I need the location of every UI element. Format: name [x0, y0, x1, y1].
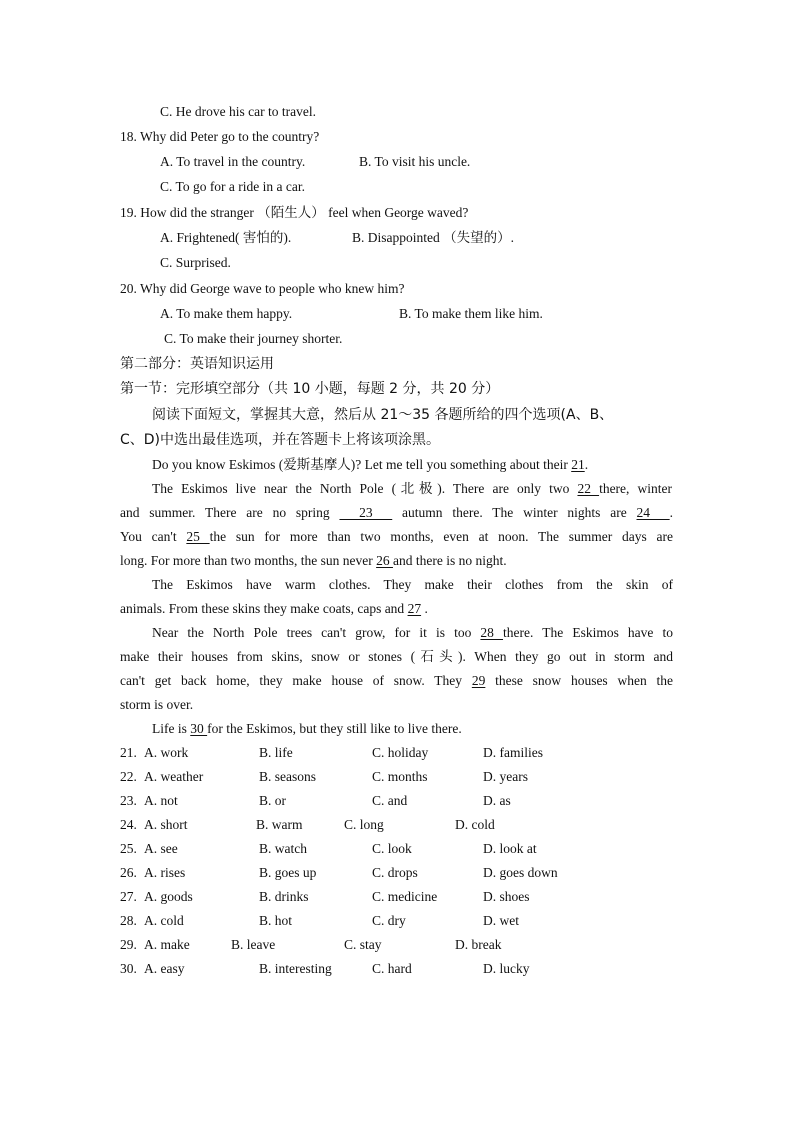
choice-c: C. long	[344, 817, 384, 832]
passage-text: The Eskimos live near the North Pole (北极). There are only two	[152, 481, 578, 496]
blank-23: 23	[339, 505, 393, 520]
choice-a: A. cold	[144, 913, 184, 928]
option-19b: B. Disappointed （失望的）.	[352, 230, 514, 245]
option-17c: C. He drove his car to travel.	[160, 104, 316, 119]
option-18a: A. To travel in the country.	[160, 154, 306, 169]
passage-text: make their houses from skins, snow or stones (石头). When they go out in storm and	[120, 649, 673, 664]
option-18b: B. To visit his uncle.	[359, 154, 471, 169]
option-20c: C. To make their journey shorter.	[164, 331, 343, 346]
choice-a: A. weather	[144, 769, 204, 784]
question-number: 25.	[120, 841, 137, 856]
passage-line-11	[120, 696, 193, 714]
question-18: 18. Why did Peter go to the country?	[120, 129, 320, 144]
question-number: 24.	[120, 817, 137, 832]
choice-d: D. families	[483, 745, 543, 760]
passage-line-8	[152, 624, 673, 642]
choice-c: C. holiday	[372, 745, 429, 760]
section-title: 第一节：完形填空部分（共 10 小题，每题 2 分，共 20 分）	[120, 381, 500, 397]
passage-line-2	[152, 480, 672, 498]
blank-29: 29	[471, 673, 486, 688]
choice-a: A. not	[144, 793, 178, 808]
choice-b: B. seasons	[259, 769, 316, 784]
question-number: 23.	[120, 793, 137, 808]
choice-d: D. years	[483, 769, 528, 784]
passage-line-7	[120, 600, 428, 618]
choice-a: A. work	[144, 745, 189, 760]
passage-text: for the Eskimos, but they still like to live there.	[207, 721, 462, 736]
choice-b: B. or	[259, 793, 286, 808]
passage-text: these snow houses when the	[485, 673, 673, 688]
question-number: 27.	[120, 889, 137, 904]
question-19: 19. How did the stranger （陌生人） feel when George waved?	[120, 205, 469, 220]
question-number: 21.	[120, 745, 137, 760]
passage-text: .	[584, 457, 589, 472]
choice-a: A. rises	[144, 865, 186, 880]
passage-line-9	[120, 648, 673, 666]
blank-27: 27	[407, 601, 422, 616]
passage-text: .	[669, 505, 674, 520]
part-title: 第二部分：英语知识运用	[120, 356, 274, 372]
choice-c: C. medicine	[372, 889, 438, 904]
question-number: 22.	[120, 769, 137, 784]
choice-b: B. hot	[259, 913, 293, 928]
choice-b: B. interesting	[259, 961, 332, 976]
choice-d: D. wet	[483, 913, 519, 928]
passage-text: animals. From these skins they make coats, caps and	[120, 601, 408, 616]
question-20: 20. Why did George wave to people who knew him?	[120, 281, 405, 296]
blank-25: 25	[186, 529, 210, 544]
option-20a: A. To make them happy.	[160, 306, 293, 321]
choice-c: C. stay	[344, 937, 382, 952]
passage-line-3	[120, 504, 673, 522]
choice-a: A. easy	[144, 961, 185, 976]
choice-a: A. goods	[144, 889, 193, 904]
option-19a: A. Frightened( 害怕的).	[160, 230, 292, 245]
passage-line-6	[152, 576, 673, 594]
choice-c: C. drops	[372, 865, 418, 880]
choice-a: A. see	[144, 841, 178, 856]
passage-line-4	[120, 528, 673, 546]
choice-d: D. look at	[483, 841, 537, 856]
choice-c: C. look	[372, 841, 412, 856]
choice-c: C. hard	[372, 961, 412, 976]
passage-text: You can't	[120, 529, 187, 544]
instruction-line-2: C、D)中选出最佳选项，并在答题卡上将该项涂黑。	[120, 432, 441, 448]
choice-d: D. as	[483, 793, 511, 808]
option-20b: B. To make them like him.	[399, 306, 543, 321]
passage-line-1	[152, 456, 588, 474]
passage-text: .	[421, 601, 428, 616]
passage-text: can't get back home, they make house of snow. They	[120, 673, 472, 688]
choice-a: A. make	[144, 937, 190, 952]
choice-a: A. short	[144, 817, 188, 832]
passage-text: and summer. There are no spring	[120, 505, 340, 520]
blank-24: 24	[636, 505, 670, 520]
option-18c: C. To go for a ride in a car.	[160, 179, 306, 194]
passage-line-10	[120, 672, 673, 690]
choice-b: B. goes up	[259, 865, 317, 880]
question-number: 28.	[120, 913, 137, 928]
passage-text: and there is no night.	[392, 553, 507, 568]
passage-text: the sun for more than two months, even at noon. The summer days are	[209, 529, 673, 544]
passage-text: there, winter	[599, 481, 672, 496]
passage-text: storm is over.	[120, 697, 194, 712]
choice-c: C. months	[372, 769, 428, 784]
blank-21: 21	[571, 457, 585, 472]
passage-text: Life is	[152, 721, 191, 736]
choice-d: D. break	[455, 937, 502, 952]
passage-text: autumn there. The winter nights are	[392, 505, 637, 520]
passage-text: long. For more than two months, the sun never	[120, 553, 377, 568]
passage-line-5	[120, 552, 507, 570]
instruction-line-1: 阅读下面短文，掌握其大意，然后从 21～35 各题所给的四个选项(A、B、	[152, 407, 614, 423]
choice-d: D. goes down	[483, 865, 558, 880]
passage-text: there. The Eskimos have to	[503, 625, 674, 640]
choice-d: D. cold	[455, 817, 495, 832]
passage-line-12	[152, 720, 462, 738]
choice-c: C. and	[372, 793, 408, 808]
option-19c: C. Surprised.	[160, 255, 231, 270]
passage-text: Do you know Eskimos (爱斯基摩人)? Let me tell you something about their	[152, 457, 572, 472]
choice-b: B. leave	[231, 937, 276, 952]
choice-d: D. lucky	[483, 961, 530, 976]
choice-b: B. warm	[256, 817, 303, 832]
blank-28: 28	[480, 625, 504, 640]
question-number: 30.	[120, 961, 137, 976]
choice-d: D. shoes	[483, 889, 530, 904]
passage-text: Near the North Pole trees can't grow, for it is too	[152, 625, 481, 640]
choice-b: B. watch	[259, 841, 307, 856]
question-number: 26.	[120, 865, 137, 880]
passage-text: The Eskimos have warm clothes. They make their clothes from the skin of	[152, 577, 673, 592]
blank-26: 26	[376, 553, 393, 568]
choice-b: B. drinks	[259, 889, 309, 904]
choice-b: B. life	[259, 745, 293, 760]
question-number: 29.	[120, 937, 137, 952]
blank-30: 30	[190, 721, 208, 736]
choice-c: C. dry	[372, 913, 406, 928]
blank-22: 22	[577, 481, 600, 496]
